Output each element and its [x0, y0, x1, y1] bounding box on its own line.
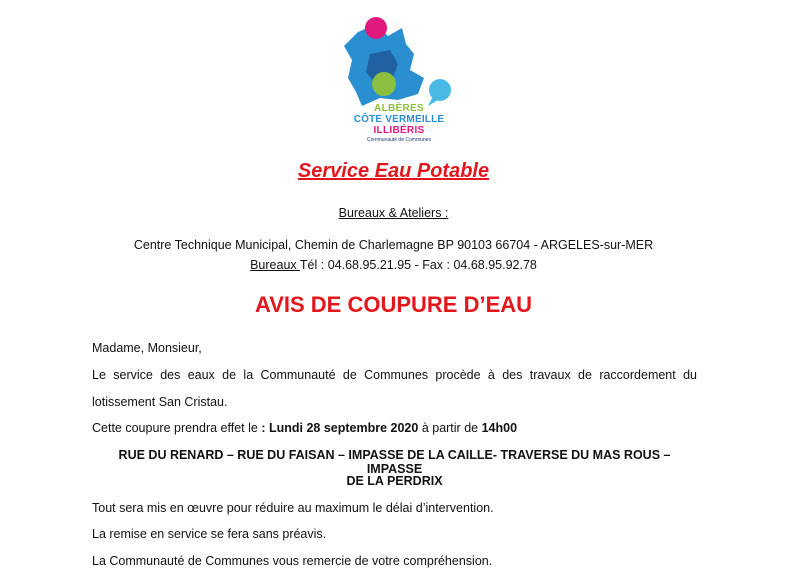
effect-time: 14h00 [481, 421, 518, 435]
phone-numbers: Tél : 04.68.95.21.95 - Fax : 04.68.95.92.78 [299, 258, 537, 272]
service-title: Service Eau Potable [297, 160, 490, 182]
address-line: Centre Technique Municipal, Chemin de Charlemagne BP 90103 66704 - ARGELES-sur-MER [133, 238, 654, 252]
logo-line-alberes: ALBÈRES [374, 103, 424, 114]
phone-label: Bureaux [250, 258, 300, 272]
restore-line: La remise en service se fera sans préavis. [92, 527, 327, 541]
logo-bubble-green [372, 72, 396, 96]
paragraph-line-1: Le service des eaux de la Communauté de Communes procède à des travaux de raccordement du [92, 368, 697, 382]
logo-line-communaute: Communauté de Communes [367, 137, 431, 143]
greeting: Madame, Monsieur, [92, 341, 202, 355]
offices-label: Bureaux & Ateliers : [338, 206, 449, 220]
streets-line-2: DE LA PERDRIX [346, 474, 443, 488]
effect-date: : Lundi 28 septembre 2020 [261, 421, 419, 435]
effort-line: Tout sera mis en œuvre pour réduire au maximum le délai d’intervention. [92, 501, 494, 515]
effect-line [92, 421, 697, 435]
phone-line [0, 258, 787, 272]
logo-bubble-pink [365, 17, 387, 39]
logo-bubble-cyan [428, 79, 451, 106]
thanks-line: La Communauté de Communes vous remercie de votre compréhension. [92, 554, 493, 568]
streets-line-1: RUE DU RENARD – RUE DU FAISAN – IMPASSE DE LA CAILLE- TRAVERSE DU MAS ROUS – IMPASSE [118, 448, 671, 476]
effect-prefix: Cette coupure prendra effet le [92, 421, 262, 435]
logo-line-illiberis: ILLIBÉRIS [373, 125, 425, 136]
effect-middle: à partir de [418, 421, 482, 435]
logo-line-cote-vermeille: CÔTE VERMEILLE [353, 114, 445, 125]
logo-text [340, 104, 458, 143]
notice-heading: AVIS DE COUPURE D’EAU [254, 292, 533, 317]
paragraph-line-2: lotissement San Cristau. [92, 395, 228, 409]
